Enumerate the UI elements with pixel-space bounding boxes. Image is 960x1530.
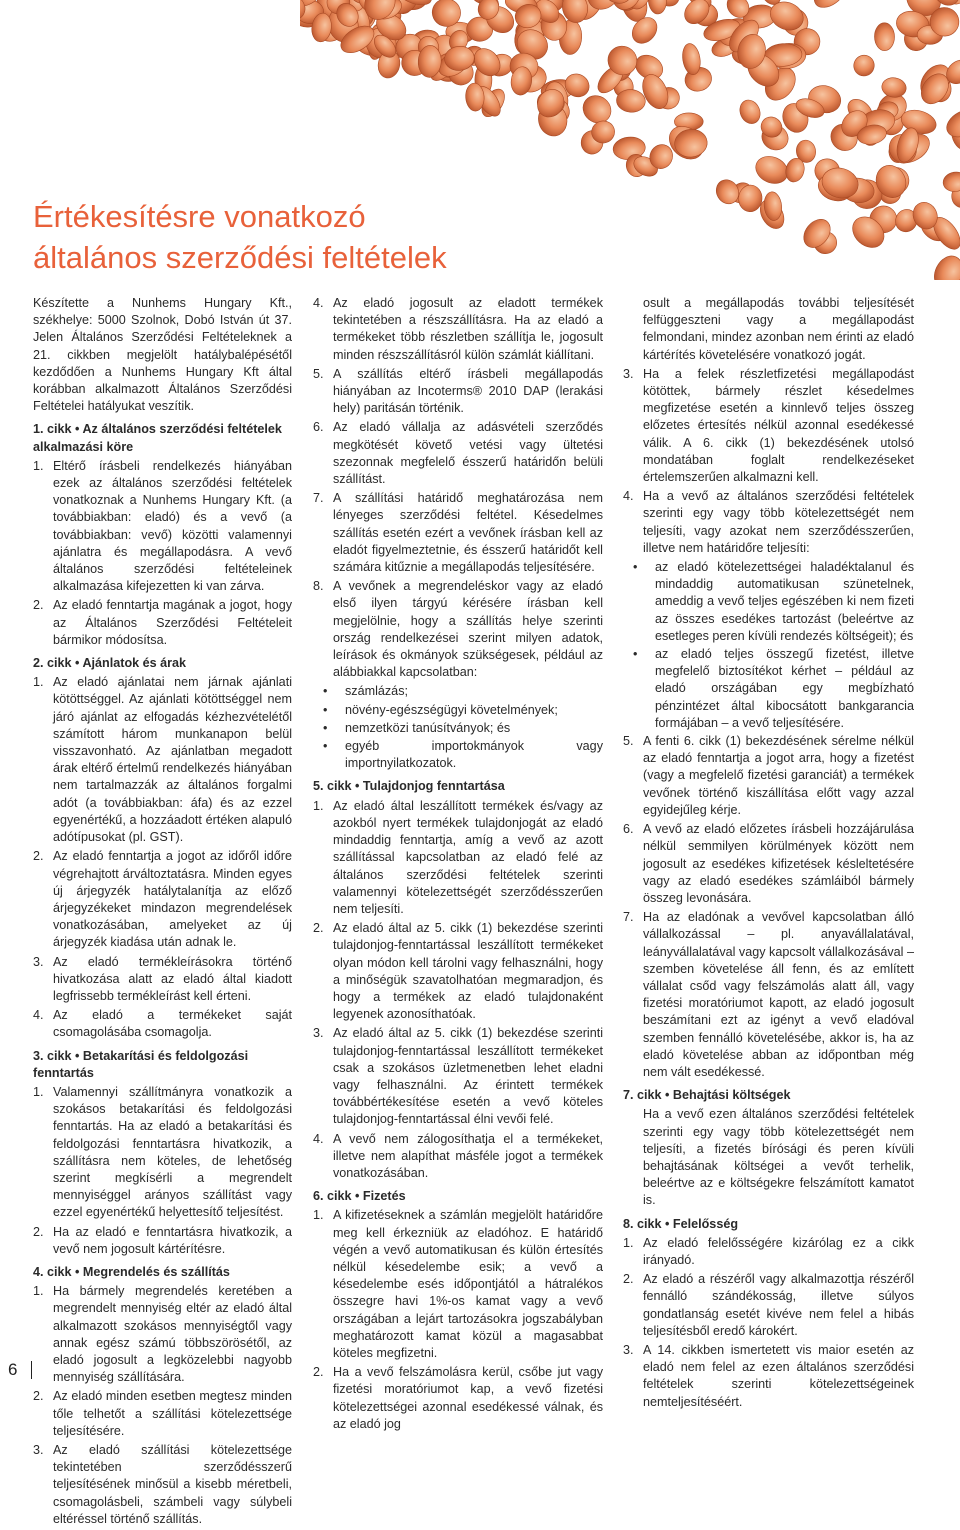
item-number: 7.	[623, 910, 634, 925]
title-line-2: általános szerződési feltételek	[33, 240, 447, 275]
item-number: 4.	[623, 489, 634, 504]
item-number: 1.	[33, 458, 44, 473]
list-item	[313, 578, 603, 681]
section-1-list	[33, 458, 292, 649]
item-number: 3.	[33, 1443, 44, 1457]
section-8-list	[623, 1235, 914, 1411]
title-line-1: Értékesítésre vonatkozó	[33, 199, 366, 234]
item-number: 1.	[313, 798, 324, 813]
bullet-icon: •	[633, 647, 638, 662]
item-text: Az eladó által az 5. cikk (1) bekezdése szerinti tulajdonjog-fenntartással leszállított termékeket csak a szokásos üzletmenetben lehet eladni vagy felhasználni. Az érintett termékek továbbértékesítése esetén a vevő köteles tulajdonjog-fenntartással élni vevői felé.	[333, 1026, 603, 1127]
item-text: Az eladó minden esetben megtesz minden tőle telhetőt a szállítási kötelezettsége teljesítésére.	[53, 1389, 292, 1438]
item-text: Az eladó által az 5. cikk (1) bekezdése szerinti tulajdonjog-fenntartással leszállított termékeket olyan módon kell tárolni vagy felhasználni, hogy a minőségük szavatolhatóan megmaradjon, és hogy a termékek az eladó tulajdonaként legyenek azonosíthatóak.	[333, 921, 603, 1022]
list-item	[313, 366, 603, 418]
item-text: osult a megállapodás további teljesítését felfüggeszteni vagy a megállapodást felmondani, mindez azonban nem érinti az eladó kártérítés követelésére vonatkozó jogát.	[643, 296, 914, 362]
section-6-list-b	[623, 295, 914, 557]
bullet-item	[323, 683, 603, 700]
list-item	[313, 419, 603, 488]
seed-pellet	[942, 104, 960, 142]
item-text: A szállítás eltérő írásbeli megállapodás hiányában az Incoterms® 2010 DAP (lerakási hely) paritásán történik.	[333, 366, 603, 416]
section-7-heading: 7. cikk • Behajtási költségek	[623, 1088, 791, 1103]
seed-pellet	[712, 176, 743, 208]
list-item	[33, 674, 292, 846]
bullet-text: nemzetközi tanúsítványok; és	[345, 720, 511, 735]
item-number: 3.	[33, 954, 44, 969]
bullet-text: számlázás;	[345, 684, 408, 699]
footer-divider	[31, 1361, 32, 1379]
item-number: 1.	[33, 1084, 44, 1099]
page-title	[33, 196, 503, 278]
bullet-item	[323, 720, 603, 737]
item-number: 2.	[33, 849, 44, 864]
bullet-icon: •	[633, 560, 638, 575]
seed-pellet	[648, 0, 668, 14]
item-text: Az eladó termékleírásokra történő hivatkozása alatt az eladó által kiadott legfrissebb termékleírást kell érteni.	[53, 954, 292, 1003]
item-number: 6.	[623, 822, 634, 837]
bullet-icon: •	[323, 739, 328, 754]
list-item	[33, 1283, 292, 1386]
list-item	[313, 1025, 603, 1128]
list-item	[623, 1271, 914, 1340]
item-number: 3.	[623, 366, 634, 381]
section-4-list-b	[313, 295, 603, 681]
item-number: 2.	[33, 1224, 44, 1239]
item-text: Az eladó szállítási kötelezettsége tekintetében szerződésszerű teljesítésének minősül a kisebb méretbeli, csomagolásbeli, számbeli vagy súlybeli eltéréssel történő szállítás.	[53, 1443, 292, 1526]
item-number: 6.	[313, 420, 324, 435]
section-6-list-a	[313, 1207, 603, 1433]
list-item	[33, 1084, 292, 1222]
item-number: 4.	[313, 1131, 324, 1146]
section-6-list-c	[623, 733, 914, 1081]
item-number: 4.	[33, 1008, 44, 1023]
section-1-heading: 1. cikk • Az általános szerződési feltételek alkalmazási köre	[33, 422, 282, 454]
item-text: Ha az eladó e fenntartásra hivatkozik, a vevő nem jogosult kártérítésre.	[53, 1224, 292, 1256]
section-2-list	[33, 674, 292, 1041]
item-number: 5.	[313, 366, 324, 381]
list-item	[623, 295, 914, 364]
bullet-icon: •	[323, 684, 328, 699]
seed-pellet	[942, 170, 960, 193]
item-number: 3.	[313, 1026, 324, 1041]
list-item	[313, 1207, 603, 1362]
item-number: 1.	[623, 1235, 634, 1250]
list-item	[33, 458, 292, 596]
item-number: 2.	[313, 1365, 324, 1380]
list-item	[33, 848, 292, 951]
item-text: Az eladó a részéről vagy alkalmazottja részéről fennálló szándékosság, illetve súlyos gondatlanság esetét kivéve nem felel a hibás teljesítésből eredő károkért.	[643, 1272, 914, 1338]
item-text: Ha a vevő felszámolásra kerül, csőbe jut vagy fizetési moratóriumot kap, a vevő fizetési kötelezettségei azonnal esedékessé válnak, és az eladó jog	[333, 1365, 603, 1431]
item-number: 8.	[313, 579, 324, 594]
section-6-bullets	[623, 559, 914, 732]
page-footer	[8, 1360, 32, 1380]
item-text: A fenti 6. cikk (1) bekezdésének sérelme nélkül az eladó fenntartja a jogot arra, hogy a fizetést (vagy a megfelelő fizetési garanciát) a termékek vevőnek történő kiszállítása előtt vagy azzal egyidejűleg kérje.	[643, 734, 914, 817]
section-5-heading: 5. cikk • Tulajdonjog fenntartása	[313, 779, 505, 794]
section-3-heading: 3. cikk • Betakarítási és feldolgozási fenntartás	[33, 1048, 249, 1080]
item-text: A 14. cikkben ismertetett vis maior esetén az eladó nem felel az ezen általános szerződési feltételek szerinti kötelezettségeinek nemteljesítéséért.	[643, 1342, 914, 1409]
item-text: Az eladó ajánlatai nem járnak ajánlati kötöttséggel. Az ajánlati kötöttséggel nem járó ajánlat az elfogadás kézhezvételétől számított három munkanapon belül visszavonható. Az ajánlatban megadott árak eltérő értelmű rendelkezés hiányában nem tartalmazzák az általános forgalmi adót (a továbbiakban: áfa) és az ezzel egyenértékű, a hozzáadott értéken alapuló adótípusokat (pl. GST).	[53, 675, 292, 845]
list-item	[313, 295, 603, 364]
bullet-item	[633, 646, 914, 732]
item-text: A kifizetéseknek a számlán megjelölt határidőre meg kell érkezniük az eladóhoz. E határidő végén a vevő automatikusan és külön értesítés nélkül késedelembe esik; a vevő a késedelembe esés időpontjától a hátralékos összegre havi 1%-os kamat vagy a vevő országában a lejárt tartozásokra jogszabályban meghatározott kamat közül a magasabbat köteles megfizetni.	[333, 1208, 603, 1360]
list-item	[33, 1388, 292, 1440]
section-4-bullets	[313, 683, 603, 772]
item-number: 2.	[33, 598, 44, 613]
list-item	[623, 366, 914, 486]
item-text: Az eladó a termékeket saját csomagolásába csomagolja.	[53, 1008, 292, 1040]
item-number: 1.	[33, 675, 44, 690]
item-text: Eltérő írásbeli rendelkezés hiányában ezek az általános szerződési feltételek vonatkoznak a Nunhems Hungary Kft. (a továbbiakban: eladó) és a vevő (a továbbiakban: vevő) közötti valamennyi ajánlatra és megállapodásra. A vevő általános szerződési feltételeinek alkalmazása kifejezetten ki van zárva.	[53, 458, 292, 594]
item-text: Az eladó jogosult az eladott termékek tekintetében a részszállításra. Ha az eladó a termékeket több részletben szállítja le, jogosult minden részszállításról külön számlát kiállítani.	[333, 296, 603, 362]
list-item	[623, 821, 914, 907]
list-item	[623, 488, 914, 557]
item-number: 7.	[313, 491, 324, 506]
item-text: Az eladó vállalja az adásvételi szerződés megkötését követő vetési vagy ültetési szezonnak megfelelő ésszerű határidőn belüli szállítást.	[333, 420, 603, 487]
item-number	[623, 295, 643, 364]
bullet-item	[323, 702, 603, 719]
section-3-list	[33, 1084, 292, 1258]
section-4-heading: 4. cikk • Megrendelés és szállítás	[33, 1264, 230, 1279]
column-1	[33, 295, 292, 1530]
list-item	[33, 597, 292, 649]
item-number: 2.	[313, 921, 324, 936]
item-text: Ha az eladónak a vevővel kapcsolatban álló vállalkozással – pl. anyavállalatával, leányvállalatával vagy kapcsolt vállalkozásával – szemben követelése áll fenn, és az említett vállalat csőd vagy felszámolás alatt áll, vagy fizetési moratóriumot kapott, az eladó jogosult beszámítani ezt az igényt a vevő eladóval szemben fennálló követelésébe, akkor is, ha az eladó követelése abban az időpontban még nem vált esedékessé.	[643, 910, 914, 1079]
item-text: Ha a vevő az általános szerződési feltételek szerinti egy vagy több kötelezettségét nem teljesíti, vagy azokat nem szerződésszerűen, illetve nem határidőre teljesíti:	[643, 489, 914, 555]
list-item	[33, 1224, 292, 1258]
section-8-heading: 8. cikk • Felelősség	[623, 1216, 739, 1231]
item-text: Valamennyi szállítmányra vonatkozik a szokásos betakarítási és feldolgozási fenntartás. Ha az eladó a betakarítási és feldolgozási fenntartásra hivatkozik, a szállításra nem köteles, de lehetőség szerint megkísérli a megrendelt mennyiséggel arányos szállítást vagy ezzel egyenértékű helyettesítő teljesítést.	[53, 1084, 292, 1220]
seed-pellet	[809, 0, 849, 13]
bullet-item	[633, 559, 914, 645]
section-2-heading: 2. cikk • Ajánlatok és árak	[33, 656, 187, 671]
intro-paragraph: Készítette a Nunhems Hungary Kft., székhelye: 5000 Szolnok, Dobó István út 37. Jelen Általános Szerződési Feltételeknek a 21. cikkben megjelölt hatálybalépésétől kezdődően a Nunhems Hungary Kft által korábban alkalmazott Általános Szerződési Feltételei hatályukat veszítik.	[33, 296, 292, 414]
item-text: A vevőnek a megrendeléskor vagy az eladó első ilyen tárgyú kérésére írásban kell megjelölnie, hogy a szállítás helye szerinti ország rendelkezései szerint milyen adatok, leírások és okmányok szükségesek, például az alábbiakkal kapcsolatban:	[333, 579, 603, 680]
item-text: Az eladó által leszállított termékek és/vagy az azokból nyert termékek tulajdonjogát az eladó mindaddig fenntartja, amíg a vevő az azott szállítással kapcsolatban az eladó felé az általános szerződési feltételek szerinti valamennyi kötelezettségét szerződésszerűen nem teljesíti.	[333, 798, 603, 916]
bullet-text: az eladó kötelezettségei haladéktalanul és mindaddig automatikusan szünetelnek, ameddig a vevő teljes egészében ki nem fizeti az összes esedékes tartozást (beleértve az esetleges peren kívüli rendezés költségeit); és	[655, 560, 914, 643]
item-number: 3.	[623, 1342, 634, 1357]
item-text: Ha bármely megrendelés keretében a megrendelt mennyiség eltér az eladó által alkalmazott szokásos mennyiségtől vagy annak egész számú többszörösétől, az eladó jogosult a legközelebbi nagyobb mennyiség szállítására.	[53, 1284, 292, 1385]
item-number: 5.	[623, 734, 634, 749]
bullet-item	[323, 738, 603, 772]
section-5-list	[313, 798, 603, 1182]
bullet-icon: •	[323, 702, 328, 717]
item-number: 2.	[33, 1389, 44, 1404]
item-text: A vevő nem zálogosíthatja el a termékeket, illetve nem alapíthat másféle jogot a termékek vonatkozásában.	[333, 1131, 603, 1180]
seed-pellet	[929, 251, 960, 280]
list-item	[313, 798, 603, 918]
seed-pellet	[880, 76, 907, 99]
list-item	[33, 1007, 292, 1041]
list-item	[623, 1235, 914, 1269]
item-text: Az eladó fenntartja magának a jogot, hogy az Általános Szerződési Feltételeit bármikor módosítsa.	[53, 598, 292, 647]
item-number: 2.	[623, 1272, 634, 1287]
bullet-text: egyéb importokmányok vagy importnyilatkozatok.	[345, 739, 603, 771]
item-text: A szállítási határidő meghatározása nem lényeges szerződési feltétel. Késedelmes szállítás esetén ezért a vevőnek írásban kell az eladót figyelmeztetnie, és ésszerű határidőt kell számára kitűznie a megállapodás teljesítésére.	[333, 491, 603, 575]
list-item	[33, 954, 292, 1006]
item-number: 1.	[313, 1208, 324, 1223]
list-item	[313, 490, 603, 576]
bullet-icon: •	[323, 720, 328, 735]
section-4-list-a	[33, 1283, 292, 1528]
seed-pellet	[736, 97, 763, 127]
list-item	[623, 909, 914, 1081]
seed-pellet	[850, 52, 877, 80]
bullet-text: az eladó teljes összegű fizetést, illetve megfelelő biztosítékot kérhet – például az eladó országában egy megbízható pénzintézet által kibocsátott bankgarancia formájában – a vevő teljesítésére.	[655, 647, 914, 730]
item-text: Az eladó felelősségére kizárólag ez a cikk irányadó.	[643, 1235, 914, 1267]
list-item	[623, 1342, 914, 1411]
item-text: Ha a felek részletfizetési megállapodást kötöttek, bármely részlet késedelmes megfizetése esetén a kinnlevő teljes összeg előzetes értesítés nélkül azonnal esedékessé válik. A 6. cikk (1) bekezdésének utolsó mondatában foglalt rendelkezéseket értelemszerűen alkalmazni kell.	[643, 366, 914, 485]
column-2	[313, 295, 603, 1435]
list-item	[313, 1364, 603, 1433]
item-text: Az eladó fenntartja a jogot az időről időre végrehajtott árváltoztatásra. Minden egyes új árjegyzék hatálytalanítja az előző árjegyzékeket mindazon megrendelések vonatkozásában, amelyeket az új árjegyzék kiadása után adnak le.	[53, 849, 292, 950]
item-number: 1.	[33, 1284, 44, 1299]
list-item	[623, 733, 914, 819]
item-number: 4.	[313, 296, 324, 310]
list-item	[313, 1131, 603, 1183]
seed-pellet	[874, 23, 894, 51]
column-3	[623, 295, 914, 1413]
list-item	[313, 920, 603, 1023]
section-6-heading: 6. cikk • Fizetés	[313, 1189, 406, 1204]
item-text: A vevő az eladó előzetes írásbeli hozzájárulása nélkül semmilyen körülmények között nem jogosult az esedékes kifizetések késleltetésére vagy az eladó esedékes számláiból bármely összeg levonására.	[643, 822, 914, 905]
bullet-text: növény-egészségügyi követelmények;	[345, 702, 558, 717]
list-item	[33, 1442, 292, 1528]
page-number: 6	[8, 1360, 18, 1379]
section-7-text: Ha a vevő ezen általános szerződési feltételek szerinti egy vagy több kötelezettségét nem teljesíti, a fizetés bírósági és peren kívüli behajtásának költségei a vevőt terhelik, beleértve az e költségekre felszámított kamatot is.	[643, 1107, 914, 1208]
